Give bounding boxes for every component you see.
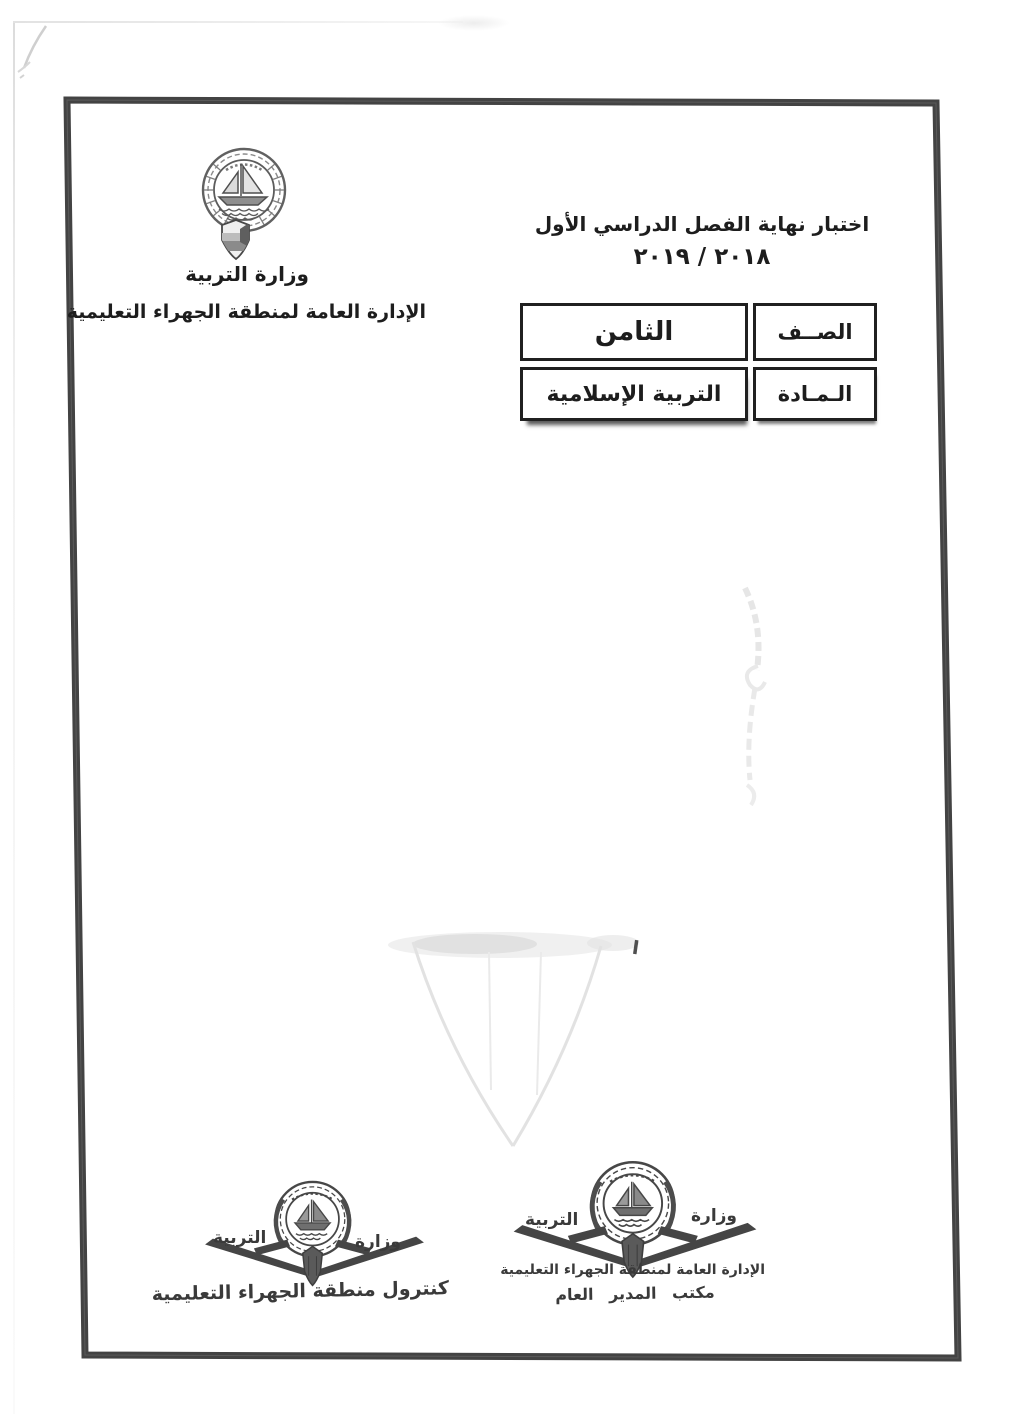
control-stamp (151, 1180, 450, 1320)
ministry-name: وزارة التربية (185, 262, 309, 286)
exam-title: اختبار نهاية الفصل الدراسي الأول (534, 212, 870, 236)
stamp-caption-directorate: الإدارة العامة لمنطقة الجهراء التعليمية (500, 1262, 765, 1278)
stamp-education-word: التربية (525, 1210, 579, 1230)
stamp-caption-director-office: مكتب المدير العام (555, 1282, 715, 1305)
watermark-calligraphy-stroke (700, 580, 780, 810)
stamp-caption: كنترول منطقة الجهراء التعليمية (151, 1277, 450, 1306)
subject-label: الـمـادة (753, 367, 877, 421)
stamp-ministry-word: وزارة (691, 1206, 738, 1226)
kuwait-emblem-icon (182, 146, 306, 262)
directorate-name: الإدارة العامة لمنطقة الجهراء التعليمية (66, 301, 426, 323)
stamp-education-word: التربية (213, 1228, 267, 1248)
director-office-stamp (500, 1160, 765, 1310)
stamp-ministry-word: وزارة (355, 1232, 402, 1252)
class-value: الثامن (520, 303, 748, 361)
kuwait-emblem-icon (500, 1160, 765, 1301)
watermark-emblem-shield (385, 920, 655, 1155)
class-label: الصــف (753, 303, 877, 361)
school-year: ٢٠١٨ / ٢٠١٩ (633, 244, 771, 270)
subject-value: التربية الإسلامية (520, 367, 748, 421)
